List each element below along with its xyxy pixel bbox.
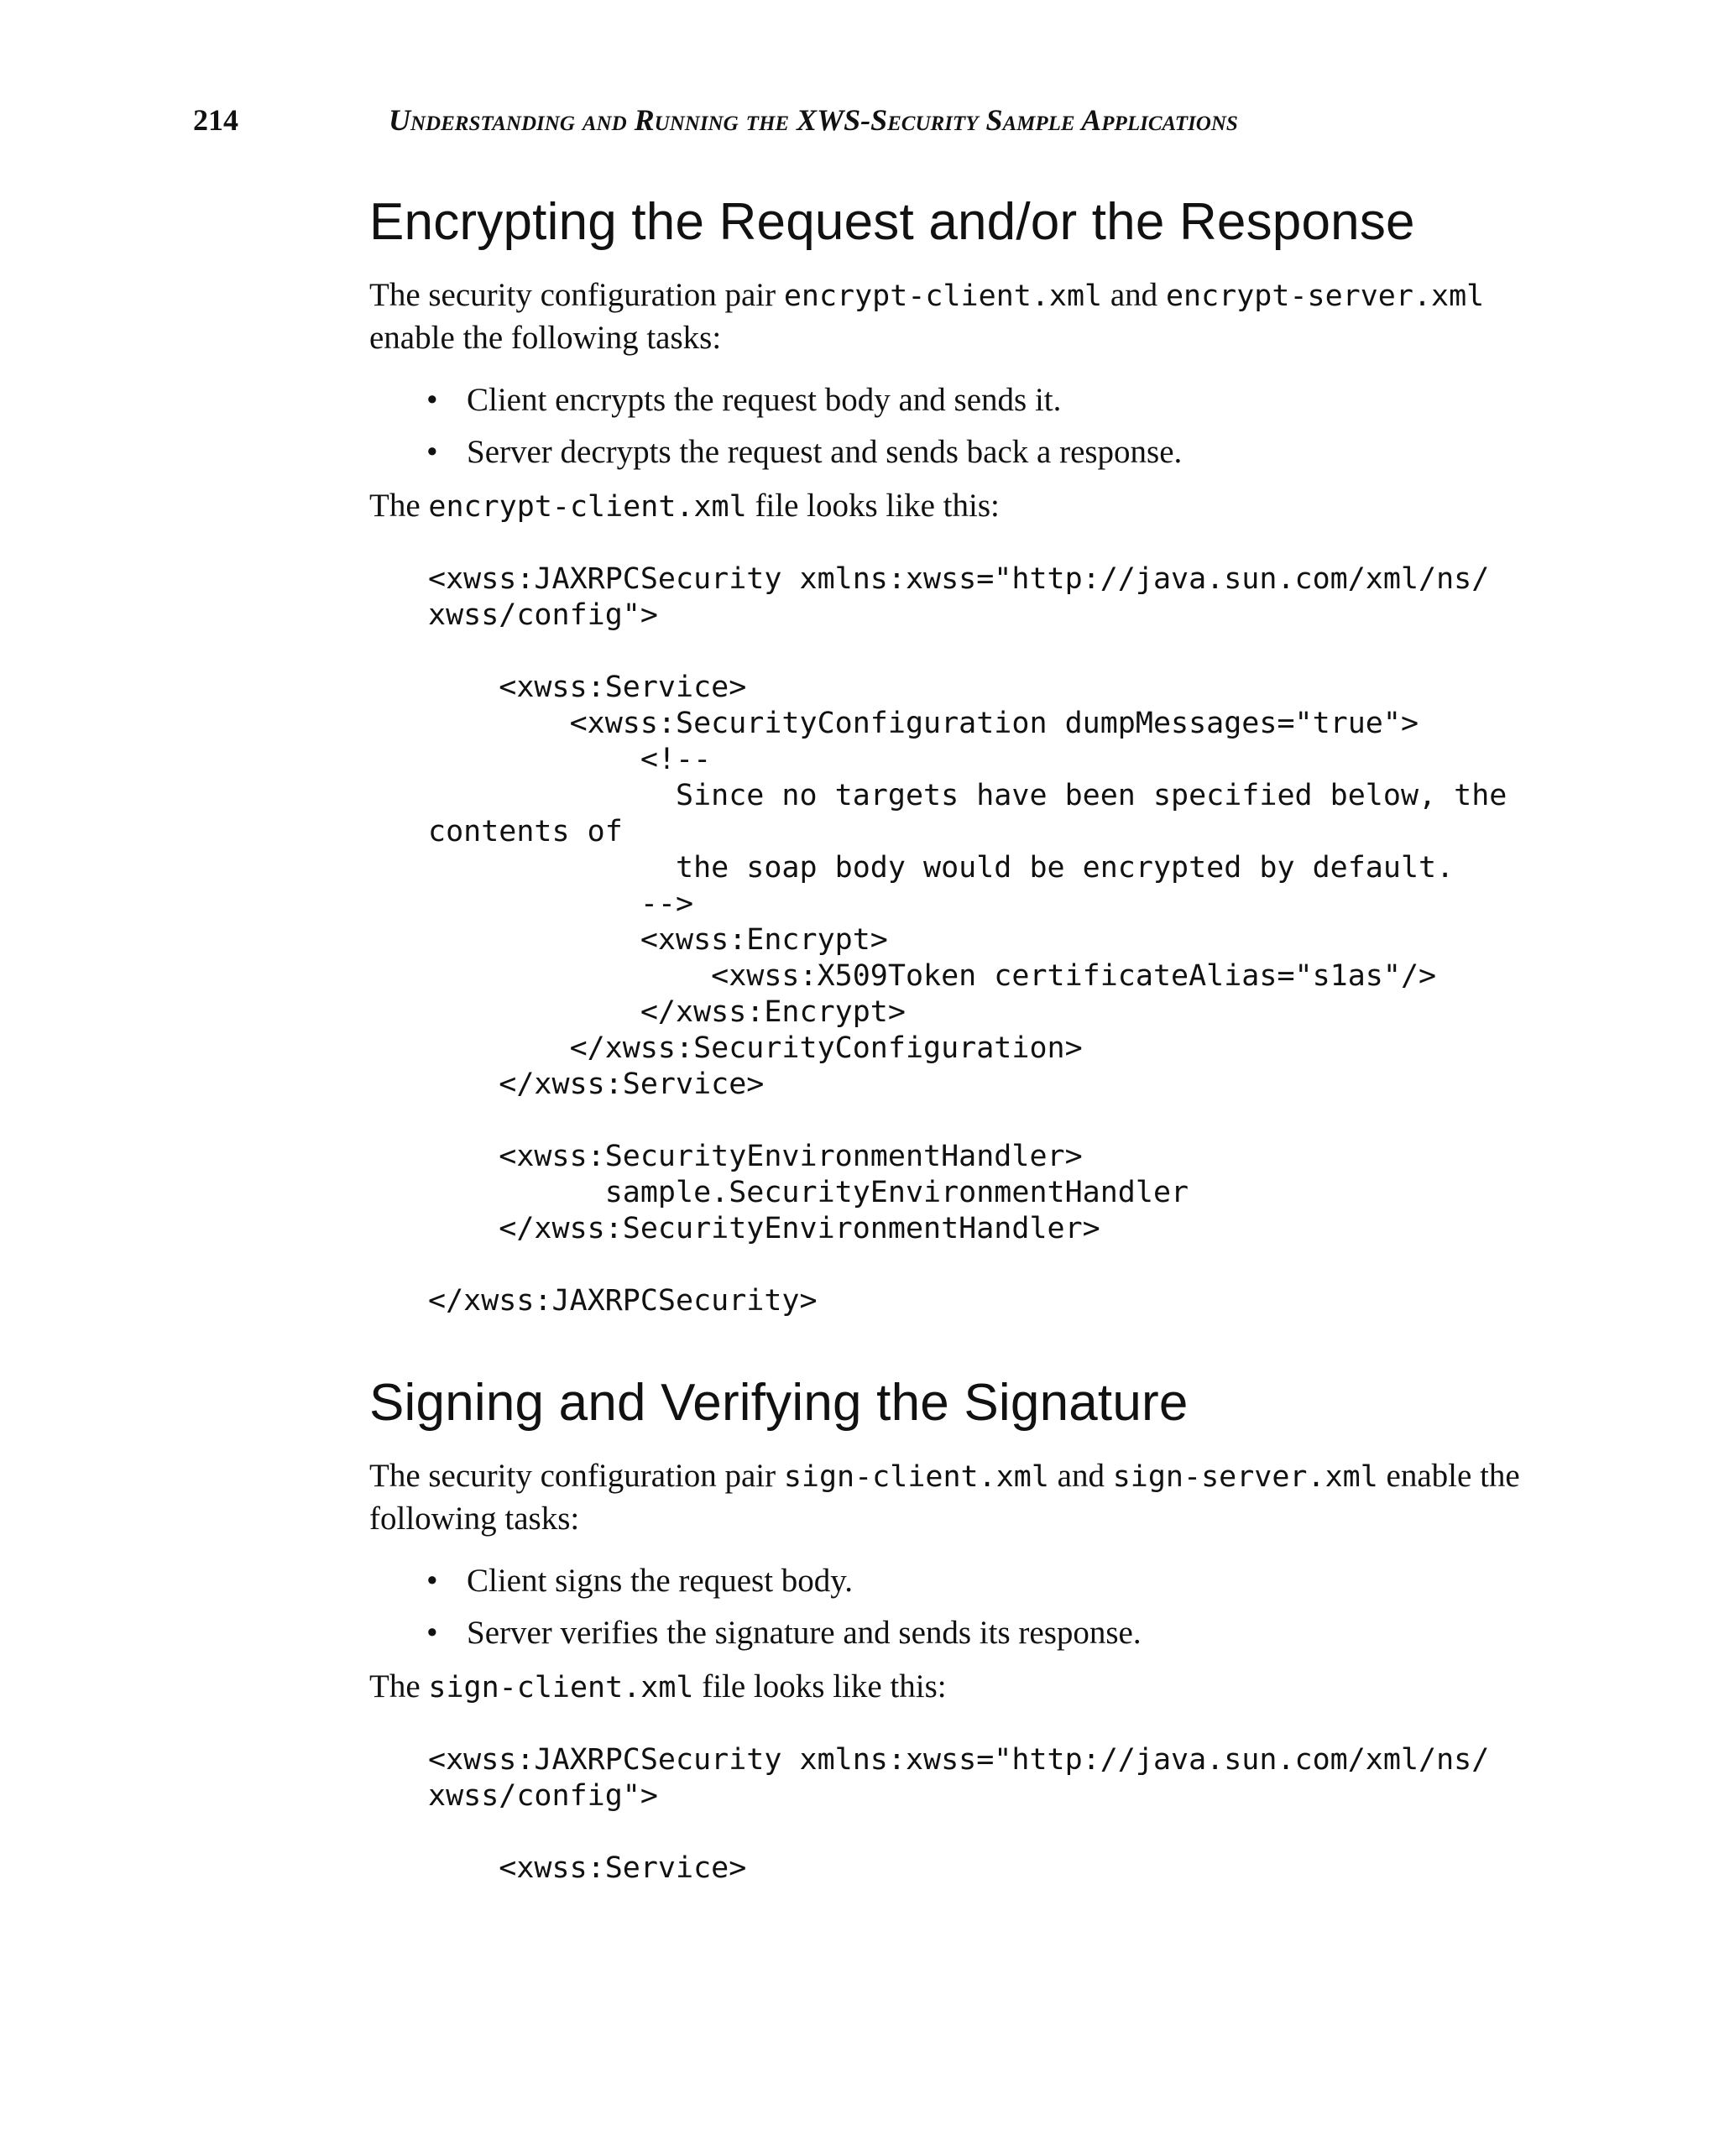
inline-code: encrypt-client.xml <box>428 490 747 524</box>
code-listing: <xwss:JAXRPCSecurity xmlns:xwss="http://java.sun.com/xml/ns/ xwss/config"> <xwss:Service> <xwss:SecurityConfiguration dumpMessages="true"> <!-- Since no targets have been specified below, the contents of the soap body would be encrypted by default. --> <xwss:Encrypt> <xwss:X509Token certificateAlias="s1as"/> </xwss:Encrypt> </xwss:SecurityConfiguration> </xwss:Service> <xwss:SecurityEnvironmentHandler> sample.SecurityEnvironmentHandler </xwss:SecurityEnvironmentHandler> </xwss:JAXRPCSecurity> <box>428 562 1507 1318</box>
lead-text: file looks like this: <box>693 1668 947 1704</box>
list-item-text: Server decrypts the request and sends back a response. <box>467 434 1183 470</box>
task-list <box>369 379 1544 473</box>
page-body <box>369 189 1544 1887</box>
intro-paragraph <box>369 274 1544 359</box>
lead-text: file looks like this: <box>746 488 1000 524</box>
page-number: 214 <box>193 103 238 137</box>
inline-code: sign-server.xml <box>1112 1460 1378 1494</box>
list-item <box>426 379 1544 421</box>
section-signing <box>369 1370 1544 1887</box>
list-item-text: Client encrypts the request body and sends it. <box>467 382 1062 418</box>
running-title: Understanding and Running the XWS-Security Sample Applications <box>389 103 1238 137</box>
list-item <box>426 1560 1544 1602</box>
list-item-text: Client signs the request body. <box>467 1563 854 1599</box>
inline-code: sign-client.xml <box>783 1460 1049 1494</box>
list-item-text: Server verifies the signature and sends its response. <box>467 1615 1142 1651</box>
bullet-icon: • <box>426 382 438 418</box>
bullet-icon: • <box>426 434 438 470</box>
inline-code: sign-client.xml <box>428 1671 694 1704</box>
code-listing: <xwss:JAXRPCSecurity xmlns:xwss="http://java.sun.com/xml/ns/ xwss/config"> <xwss:Service> <box>428 1743 1490 1885</box>
bullet-icon: • <box>426 1615 438 1651</box>
code-lead-paragraph <box>369 485 1544 528</box>
list-item <box>426 1612 1544 1654</box>
intro-text: enable the following tasks: <box>369 1458 1520 1537</box>
lead-text: The <box>369 488 429 524</box>
section-encrypting <box>369 189 1544 1319</box>
task-list <box>369 1560 1544 1654</box>
list-item <box>426 431 1544 473</box>
bullet-icon: • <box>426 1563 438 1599</box>
intro-text: and <box>1102 277 1166 313</box>
inline-code: encrypt-server.xml <box>1165 279 1485 313</box>
section-heading: Encrypting the Request and/or the Response <box>369 193 1415 251</box>
intro-text: enable the following tasks: <box>369 320 722 356</box>
lead-text: The <box>369 1668 429 1704</box>
intro-paragraph <box>369 1455 1544 1540</box>
intro-text: The security configuration pair <box>369 277 784 313</box>
code-lead-paragraph <box>369 1666 1544 1709</box>
section-heading: Signing and Verifying the Signature <box>369 1374 1189 1432</box>
intro-text: and <box>1048 1458 1113 1494</box>
intro-text: The security configuration pair <box>369 1458 784 1494</box>
inline-code: encrypt-client.xml <box>783 279 1103 313</box>
running-header <box>193 99 1519 141</box>
